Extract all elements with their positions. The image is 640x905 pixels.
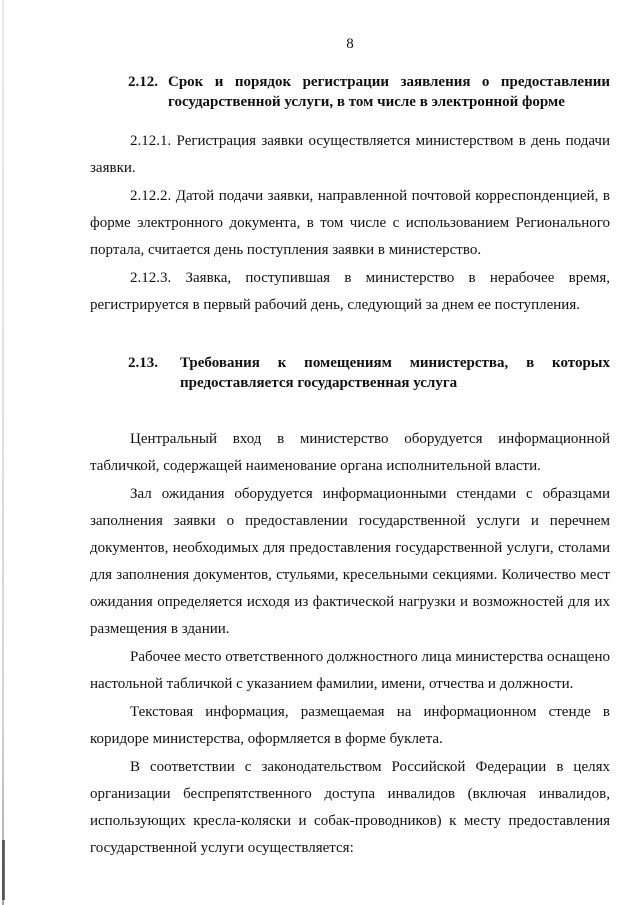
scan-edge-mark — [2, 840, 5, 900]
section-number: 2.12. — [128, 74, 158, 90]
section-heading-2-13 — [128, 353, 610, 393]
paragraph: Рабочее место ответственного должностного лица министерства оснащено настольной табличкой с указанием фамилии, имени, отчества и должности. — [90, 649, 610, 692]
paragraph: 2.12.2. Датой подачи заявки, направленной почтовой корреспонденцией, в форме электронного документа, в том числе с использованием Регионального портала, считается день поступления заявки в министерство. — [90, 188, 610, 258]
paragraph: В соответствии с законодательством Российской Федерации в целях организации беспрепятственного доступа инвалидов (включая инвалидов, использующих кресла-коляски и собак-проводников) к месту предоставления государственной услуги осуществляется: — [90, 759, 610, 856]
scan-edge-shadow — [2, 0, 4, 905]
paragraph: 2.12.1. Регистрация заявки осуществляется министерством в день подачи заявки. — [90, 133, 610, 176]
page-number: 8 — [346, 36, 354, 52]
paragraph: Центральный вход в министерство оборудуется информационной табличкой, содержащей наименование органа исполнительной власти. — [90, 431, 610, 474]
section-title: Срок и порядок регистрации заявления о предоставлении государственной услуги, в том числе в электронной форме — [168, 74, 610, 110]
paragraph: Текстовая информация, размещаемая на информационном стенде в коридоре министерства, оформляется в форме буклета. — [90, 704, 610, 747]
section-title: Требования к помещениям министерства, в которых предоставляется государственная услуга — [180, 355, 610, 391]
section-number: 2.13. — [128, 355, 158, 371]
section-heading-2-12 — [128, 72, 610, 112]
document-body — [90, 72, 610, 862]
paragraph: Зал ожидания оборудуется информационными стендами с образцами заполнения заявки о предоставлении государственной услуги и перечнем документов, необходимых для предоставления государственной услуги, столами для заполнения документов, стульями, кресельными секциями. Количество мест ожидания определяется исходя из фактической нагрузки и возможностей для их размещения в здании. — [90, 486, 610, 637]
paragraph: 2.12.3. Заявка, поступившая в министерство в нерабочее время, регистрируется в первый рабочий день, следующий за днем ее поступления. — [90, 270, 610, 313]
